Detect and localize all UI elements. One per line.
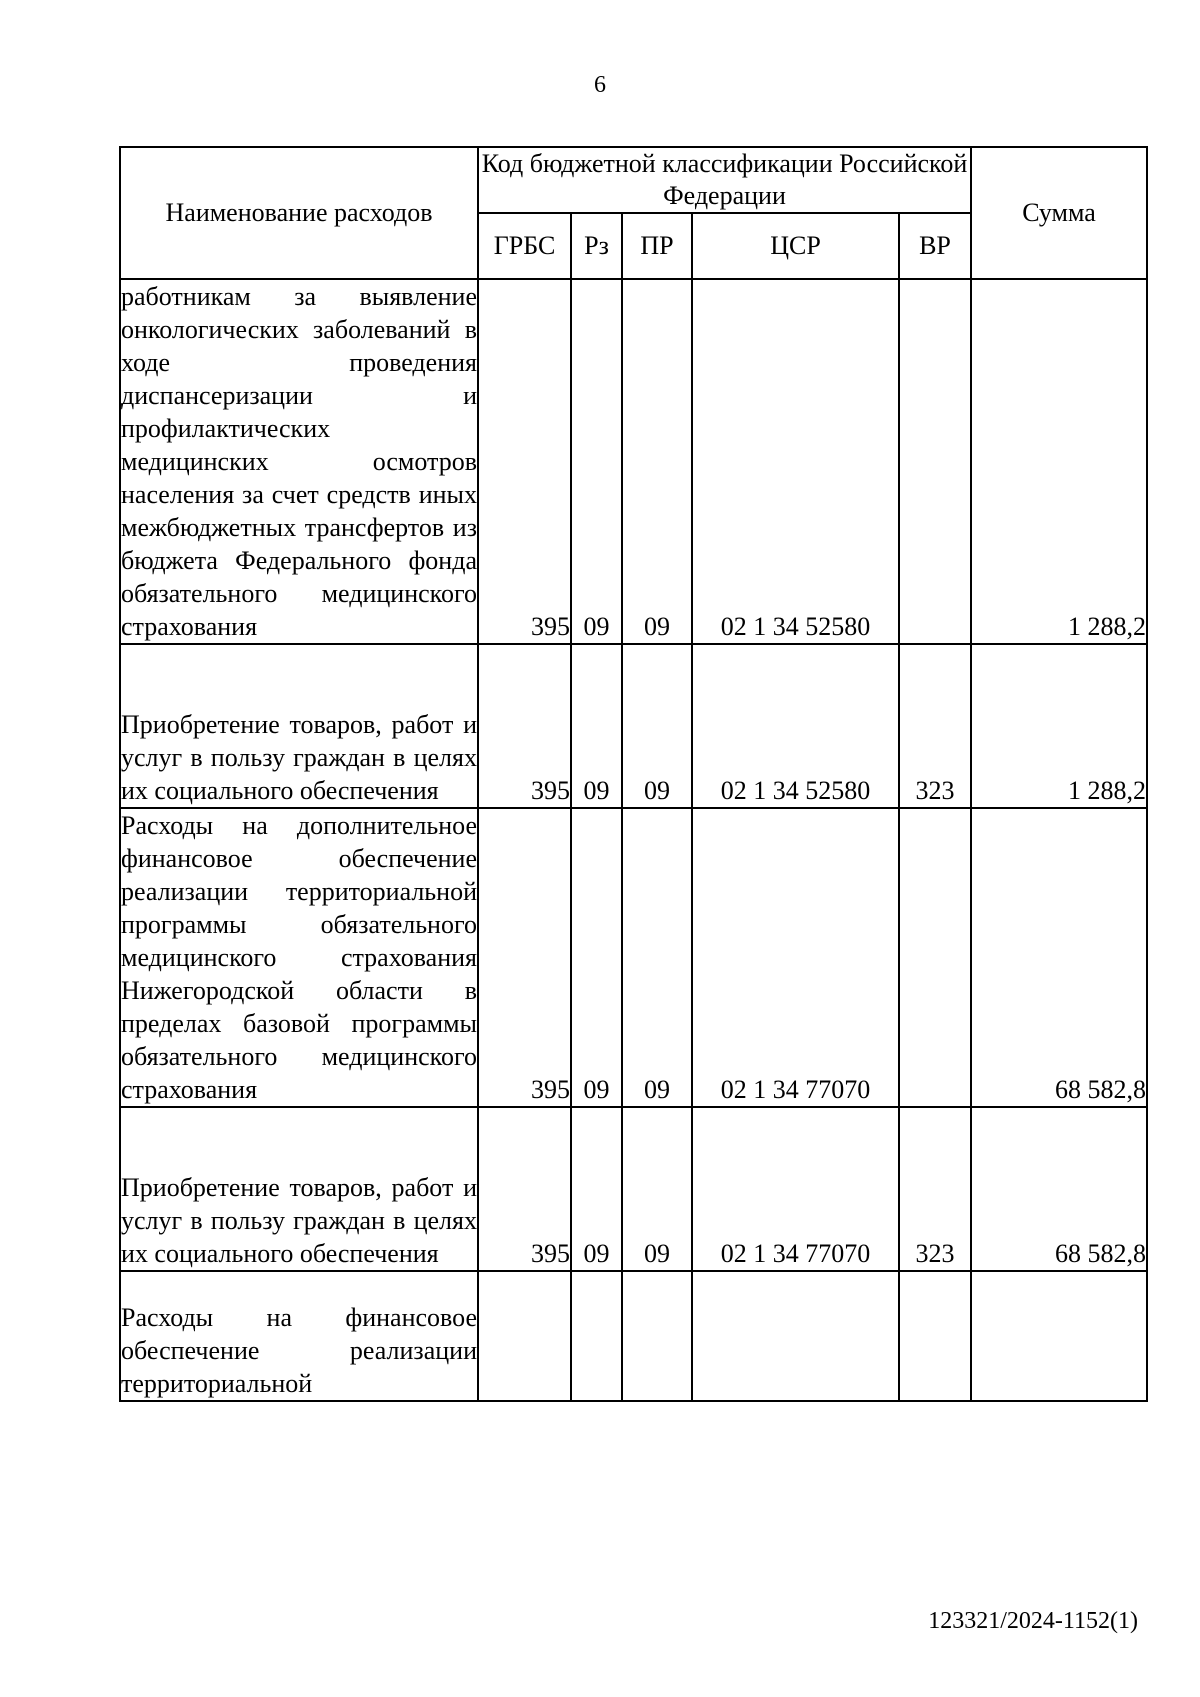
header-csr: ЦСР xyxy=(692,213,899,279)
pr-code: 09 xyxy=(622,279,692,644)
csr-code: 02 1 34 77070 xyxy=(692,808,899,1107)
table-row xyxy=(120,279,1147,644)
sum-value: 1 288,2 xyxy=(971,279,1147,644)
table-row xyxy=(120,1107,1147,1271)
sum-value: 68 582,8 xyxy=(971,808,1147,1107)
table-row xyxy=(120,808,1147,1107)
csr-code xyxy=(692,1271,899,1401)
pr-code: 09 xyxy=(622,644,692,808)
csr-code: 02 1 34 52580 xyxy=(692,279,899,644)
expense-name: Расходы на финансовое обеспечение реализации территориальной xyxy=(120,1271,478,1401)
table-header xyxy=(120,147,1147,279)
grbs-code: 395 xyxy=(478,644,571,808)
grbs-code: 395 xyxy=(478,279,571,644)
csr-code: 02 1 34 77070 xyxy=(692,1107,899,1271)
expense-name: Приобретение товаров, работ и услуг в пользу граждан в целях их социального обеспечения xyxy=(120,1107,478,1271)
pr-code xyxy=(622,1271,692,1401)
pr-code: 09 xyxy=(622,808,692,1107)
rz-code xyxy=(571,1271,622,1401)
rz-code: 09 xyxy=(571,1107,622,1271)
pr-code: 09 xyxy=(622,1107,692,1271)
document-id: 123321/2024-1152(1) xyxy=(928,1608,1138,1634)
csr-code: 02 1 34 52580 xyxy=(692,644,899,808)
vr-code xyxy=(899,808,971,1107)
sum-value: 68 582,8 xyxy=(971,1107,1147,1271)
header-pr: ПР xyxy=(622,213,692,279)
sum-value xyxy=(971,1271,1147,1401)
expense-name: Расходы на дополнительное финансовое обеспечение реализации территориальной программы обязательного медицинского страхования Нижегородской области в пределах базовой программы обязательного медицинского страхования xyxy=(120,808,478,1107)
header-rz: Рз xyxy=(571,213,622,279)
vr-code xyxy=(899,1271,971,1401)
vr-code: 323 xyxy=(899,644,971,808)
rz-code: 09 xyxy=(571,808,622,1107)
table-row xyxy=(120,644,1147,808)
grbs-code: 395 xyxy=(478,808,571,1107)
table-row xyxy=(120,1271,1147,1401)
expense-name: Приобретение товаров, работ и услуг в пользу граждан в целях их социального обеспечения xyxy=(120,644,478,808)
header-budget-code-group: Код бюджетной классификации Российской Федерации xyxy=(478,147,971,213)
grbs-code xyxy=(478,1271,571,1401)
grbs-code: 395 xyxy=(478,1107,571,1271)
vr-code: 323 xyxy=(899,1107,971,1271)
header-expense-name: Наименование расходов xyxy=(120,147,478,279)
rz-code: 09 xyxy=(571,644,622,808)
sum-value: 1 288,2 xyxy=(971,644,1147,808)
budget-table xyxy=(119,146,1148,1402)
header-vr: ВР xyxy=(899,213,971,279)
rz-code: 09 xyxy=(571,279,622,644)
expense-name: работникам за выявление онкологических заболеваний в ходе проведения диспансеризации и профилактических медицинских осмотров населения за счет средств иных межбюджетных трансфертов из бюджета Федерального фонда обязательного медицинского страхования xyxy=(120,279,478,644)
header-grbs: ГРБС xyxy=(478,213,571,279)
header-sum: Сумма xyxy=(971,147,1147,279)
vr-code xyxy=(899,279,971,644)
page-number: 6 xyxy=(594,72,606,98)
